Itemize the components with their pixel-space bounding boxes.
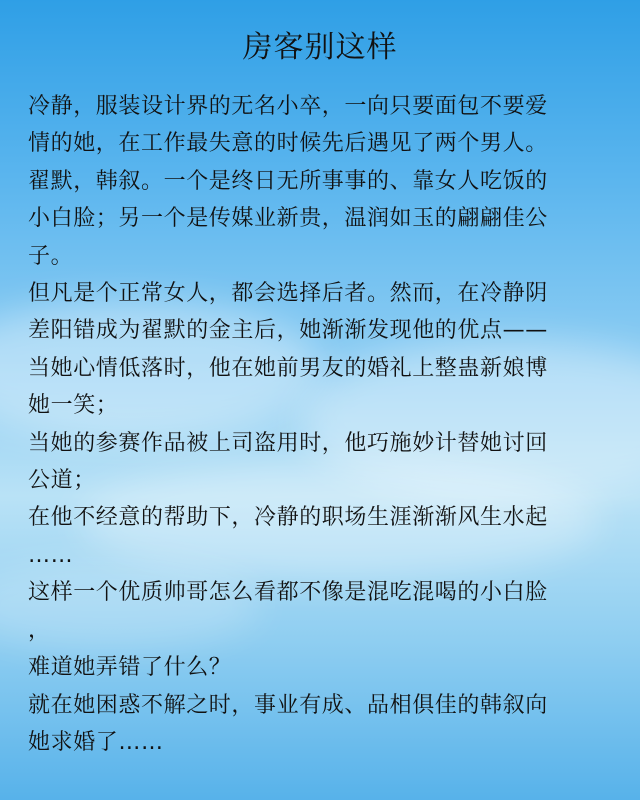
paragraph: 当她的参赛作品被上司盗用时，他巧施妙计替她讨回 公道； [28, 430, 548, 494]
paragraph: 但凡是个正常女人，都会选择后者。然而，在冷静阴 差阳错成为翟默的金主后，她渐渐发现他的优点—— [28, 281, 548, 344]
synopsis-body [28, 88, 618, 761]
paragraph: 冷静，服装设计界的无名小卒，一向只要面包不要爱 情的她，在工作最失意的时候先后遇见了两个男人。 [28, 94, 548, 157]
paragraph: 当她心情低落时，他在她前男友的婚礼上整蛊新娘博 她一笑； [28, 355, 548, 419]
page-title: 房客别这样 [242, 30, 398, 65]
paragraph: 在他不经意的帮助下，冷静的职场生涯渐渐风生水起 …… [28, 505, 548, 568]
paragraph: 就在她困惑不解之时，事业有成、品相俱佳的韩叙向 她求婚了…… [28, 692, 548, 755]
paragraph: 这样一个优质帅哥怎么看都不像是混吃混喝的小白脸 ， [28, 580, 548, 643]
paragraph: 难道她弄错了什么？ [28, 655, 232, 681]
paragraph: 翟默，韩叙。一个是终日无所事事的、靠女人吃饭的 小白脸；另一个是传媒业新贵，温润如玉的翩翩佳公 子。 [28, 168, 548, 269]
